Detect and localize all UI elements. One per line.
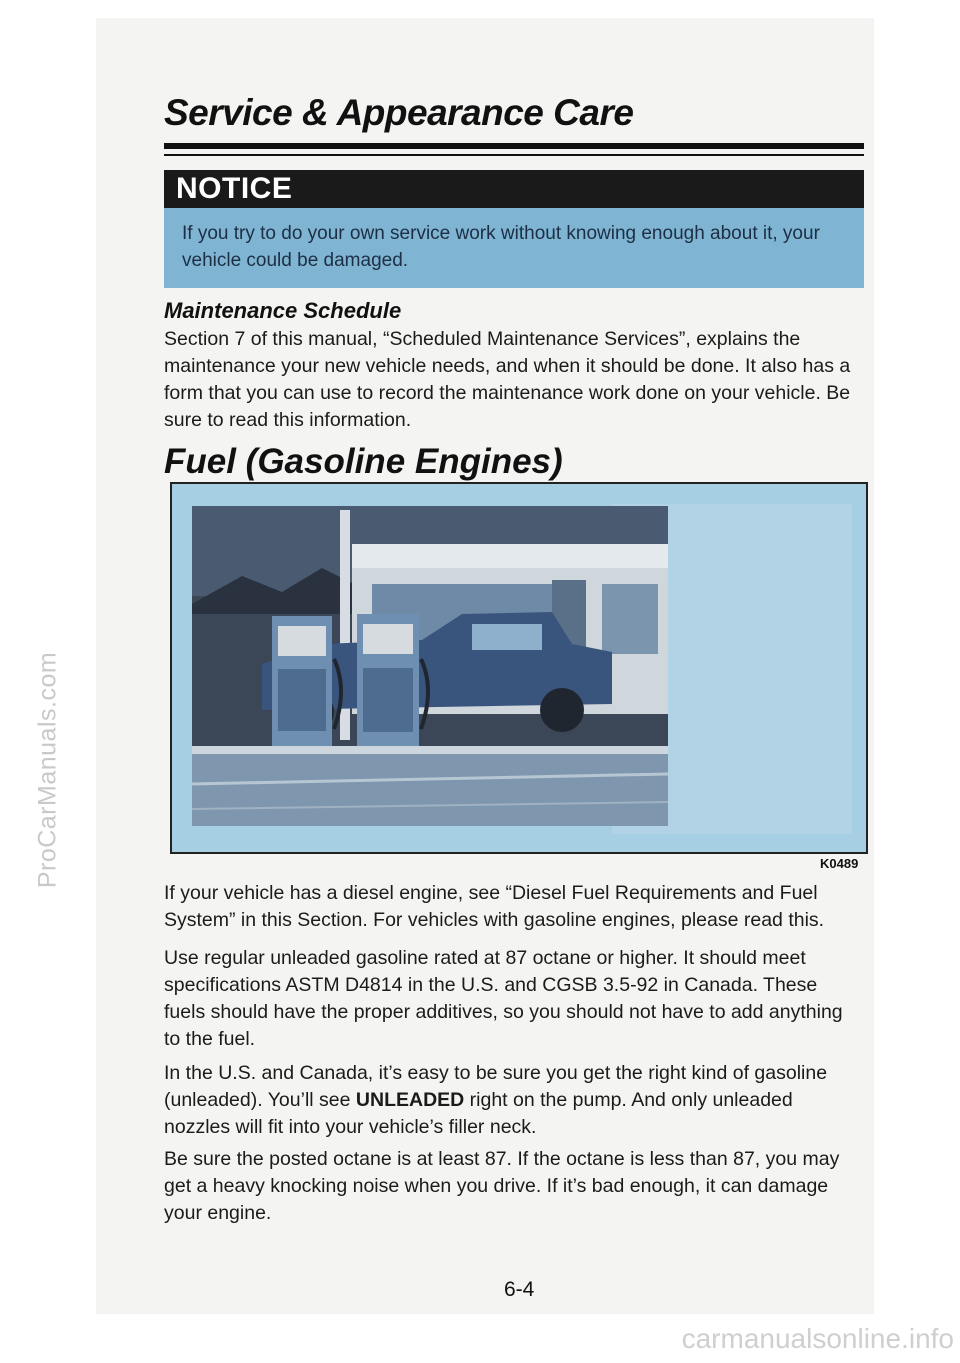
maintenance-heading: Maintenance Schedule <box>164 298 402 323</box>
footer-watermark: carmanualsonline.info <box>681 1323 954 1354</box>
fuel-paragraph-3-start: In the U.S. and Canada, it’s easy to be sure you get the right kind of gasoline (unleaded). You’ll see <box>164 1062 828 1111</box>
notice-text: If you try to do your own service work without knowing enough about it, your vehicle could be damaged. <box>164 208 864 288</box>
gas-station-illustration <box>170 482 868 854</box>
title-rule <box>164 143 864 149</box>
fuel-paragraph-3 <box>164 1060 854 1141</box>
gas-station-illustration-svg <box>172 484 866 852</box>
notice-box <box>164 170 864 288</box>
page-number: 6-4 <box>504 1278 535 1301</box>
fuel-paragraph-2: Use regular unleaded gasoline rated at 87 octane or higher. It should meet specifications ASTM D4814 in the U.S. and CGSB 3.5-92 in Canada. These fuels should have the proper additives, so you should not have to add anything to the fuel. <box>164 947 843 1050</box>
side-watermark: ProCarManuals.com <box>33 651 62 889</box>
fuel-paragraph-1: If your vehicle has a diesel engine, see “Diesel Fuel Requirements and Fuel System” in this Section. For vehicles with gasoline engines, please read this. <box>164 882 825 931</box>
fuel-paragraph-3-end: right on the pump. And only unleaded nozzles will fit into your vehicle’s filler neck. <box>164 1089 793 1138</box>
title-rule-thin <box>164 154 864 156</box>
maintenance-paragraph: Section 7 of this manual, “Scheduled Maintenance Services”, explains the maintenance your new vehicle needs, and when it should be done. It also has a form that you can use to record the maintenance work done on your vehicle. Be sure to read this information. <box>164 328 851 431</box>
fuel-paragraph-4: Be sure the posted octane is at least 87. If the octane is less than 87, you may get a heavy knocking noise when you drive. If it’s bad enough, it can damage your engine. <box>164 1148 840 1224</box>
unleaded-emphasis: UNLEADED <box>355 1089 465 1111</box>
notice-label: NOTICE <box>164 170 864 208</box>
fuel-heading: Fuel (Gasoline Engines) <box>164 442 563 481</box>
section-title: Service & Appearance Care <box>164 92 634 133</box>
figure-code: K0489 <box>820 856 859 871</box>
